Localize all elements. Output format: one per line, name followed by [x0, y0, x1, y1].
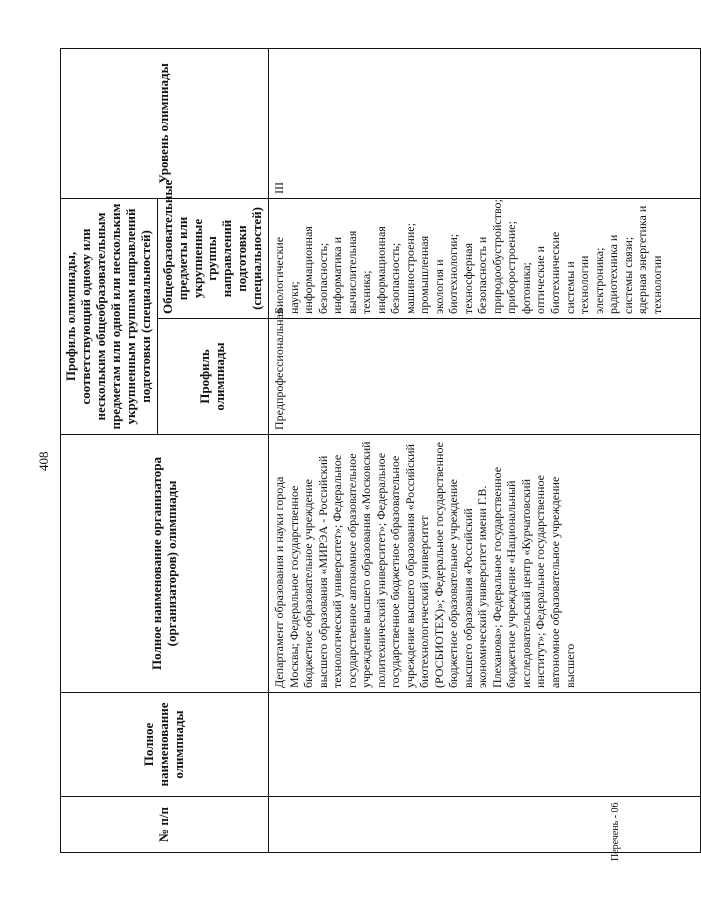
header-level: Уровень олимпиады — [61, 48, 269, 198]
cell-olympiad-name — [269, 693, 701, 797]
header-organizer: Полное наименование организатора (организаторов) олимпиады — [61, 435, 269, 693]
page-number: 408 — [36, 451, 51, 471]
header-profile-group: Профиль олимпиады, соответствующий одному или нескольким общеобразовательным предметам или одной или нескольким укрупненным группам направлений подготовки (специальностей) — [61, 198, 158, 434]
olympiad-table — [60, 48, 701, 853]
cell-subjects — [269, 198, 701, 318]
header-profile: Профиль олимпиады — [157, 319, 269, 435]
header-row-1 — [61, 48, 158, 852]
header-subjects: Общеобразовательные предметы или укрупненные группы направлений подготовки (специальностей) — [157, 198, 269, 318]
subjects-text: Биологические науки; информационная безопасность; информатика и вычислительная техника; информационная безопасность; машиностроение; промышленная экология и биотехнологии; техносферная безопасность и природообустройство; приборостроение; фотоника; оптические и биотехнические системы и технологии электроника; радиотехника и системы связи; ядерная энергетика и технологии — [272, 199, 664, 314]
cell-organizer — [269, 435, 701, 693]
table-row — [269, 48, 701, 852]
cell-profile: Предпрофессиональная — [269, 319, 701, 435]
cell-num — [269, 797, 701, 853]
organizer-text: Департамент образования и науки города Москвы; Федеральное государственное бюджетное образовательное учреждение высшего образования «МИРЭА - Российский технологический университет»; Федеральное государственное автономное образовательное учреждение высшего образования «Московский политехнический университет»; Федеральное государственное бюджетное образовательное учреждение высшего образования «Российский биотехнологический университет (РОСБИОТЕХ)»; Федеральное государственное бюджетное образовательное учреждение высшего образования «Российский экономический университет имени Г.В. Плеханова»; Федеральное государственное бюджетное учреждение «Национальный исследовательский центр «Курчатовский институт»; Федеральное государственное автономное образовательное учреждение высшего — [272, 441, 577, 688]
header-olympiad-name: Полное наименование олимпиады — [61, 693, 269, 797]
footer-note: Перечень - 06 — [610, 802, 621, 861]
header-num: № п/п — [61, 797, 269, 853]
cell-level: III — [269, 48, 701, 198]
